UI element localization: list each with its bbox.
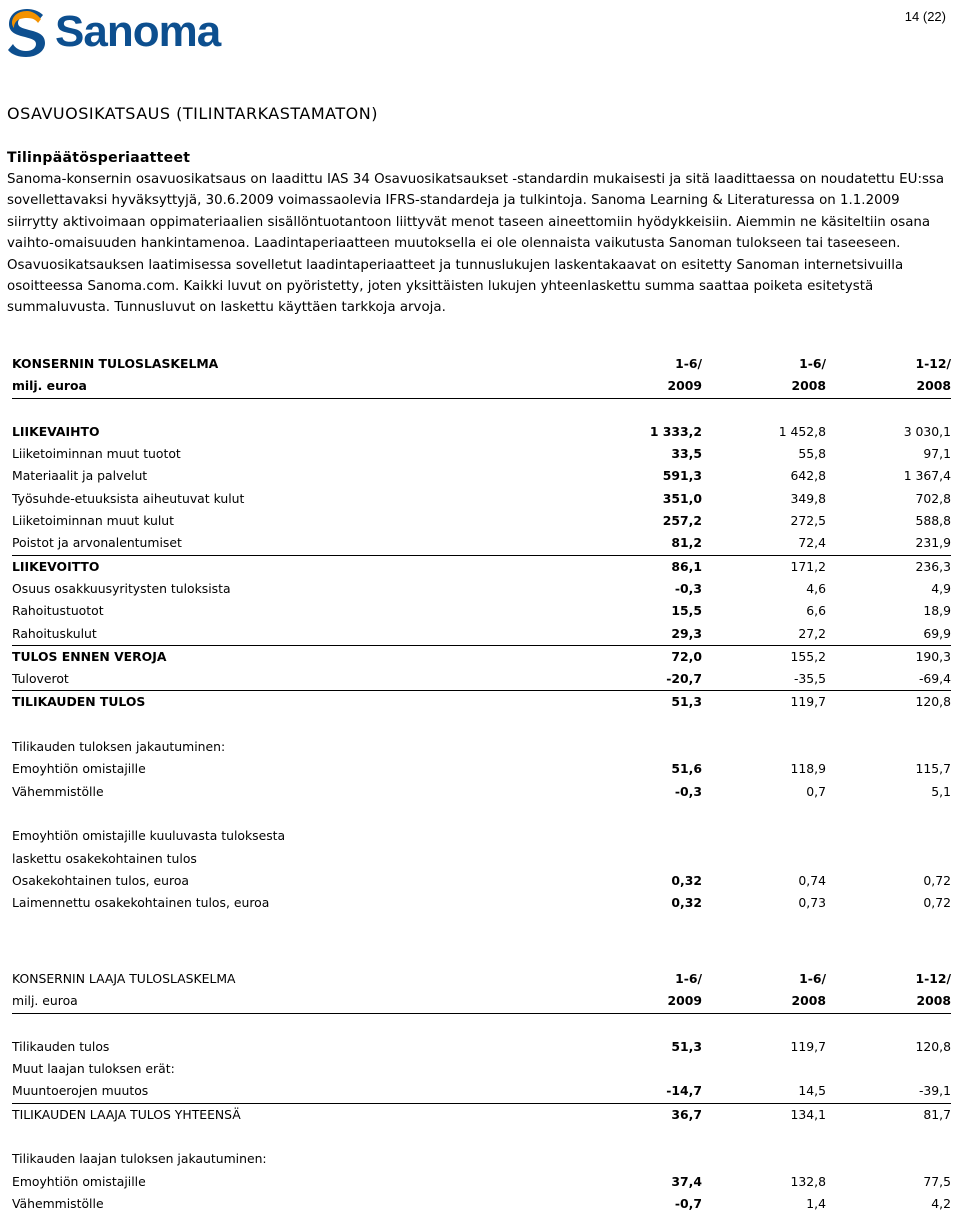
col-header-period: 1-6/ [799, 971, 826, 986]
row-label: Vähemmistölle [12, 783, 104, 799]
cell-value: 18,9 [923, 603, 951, 619]
company-logo [5, 4, 220, 60]
cell-value: 14,5 [798, 1083, 826, 1099]
cell-value: 0,73 [798, 895, 826, 911]
row-label: Tilikauden tulos [12, 1038, 110, 1054]
cell-value: 190,3 [915, 648, 951, 664]
row-label: Materiaalit ja palvelut [12, 468, 148, 484]
col-header-year: 2009 [667, 993, 702, 1009]
col-header-year: 2008 [916, 378, 951, 394]
cell-value: 27,2 [798, 625, 826, 641]
cell-value: 231,9 [915, 535, 951, 551]
cell-value: 0,74 [798, 872, 826, 888]
row-label: Emoyhtiön omistajille [12, 1173, 146, 1189]
cell-value: 0,72 [923, 895, 951, 911]
cell-value: 51,3 [671, 1038, 702, 1054]
cell-value: 81,2 [671, 535, 702, 551]
table-row [12, 668, 951, 690]
cell-value: 119,7 [790, 1038, 826, 1054]
cell-value: 236,3 [915, 558, 951, 574]
table-row [12, 870, 951, 892]
table-row [12, 781, 951, 803]
table-row [12, 892, 951, 914]
table-row [12, 488, 951, 510]
comprehensive-income-table [12, 968, 951, 1215]
table-row [12, 690, 951, 713]
table-title: KONSERNIN TULOSLASKELMA [12, 356, 219, 371]
row-label: Tuloverot [12, 671, 69, 687]
table-row [12, 1058, 951, 1080]
cell-value: 4,9 [931, 580, 951, 596]
table-row [12, 1036, 951, 1058]
page-number: 14 (22) [904, 9, 946, 24]
table-row [12, 1171, 951, 1193]
cell-value: 33,5 [671, 446, 702, 462]
cell-value: 702,8 [915, 490, 951, 506]
row-label: Tilikauden tuloksen jakautuminen: [12, 739, 226, 755]
page-title: OSAVUOSIKATSAUS (TILINTARKASTAMATON) [7, 104, 378, 123]
row-label: TILIKAUDEN TULOS [12, 694, 146, 710]
cell-value: 29,3 [671, 625, 702, 641]
col-header-year: 2008 [791, 993, 826, 1009]
table-header-row [12, 990, 951, 1013]
spacer-row [12, 714, 951, 736]
cell-value: 3 030,1 [903, 423, 951, 439]
cell-value: 591,3 [662, 468, 702, 484]
cell-value: 55,8 [798, 446, 826, 462]
cell-value: -0,3 [674, 783, 702, 799]
logo-text: Sanoma [55, 7, 221, 56]
row-label: Poistot ja arvonalentumiset [12, 535, 182, 551]
table-unit: milj. euroa [12, 993, 78, 1009]
cell-value: -20,7 [666, 671, 702, 687]
row-label: laskettu osakekohtainen tulos [12, 850, 197, 866]
cell-value: 15,5 [671, 603, 702, 619]
cell-value: 69,9 [923, 625, 951, 641]
spacer-row [12, 803, 951, 825]
cell-value: 349,8 [790, 490, 826, 506]
cell-value: 1,4 [806, 1195, 826, 1211]
cell-value: 351,0 [662, 490, 702, 506]
row-label: Muut laajan tuloksen erät: [12, 1061, 175, 1077]
cell-value: 120,8 [915, 1038, 951, 1054]
col-header-year: 2008 [791, 378, 826, 394]
table-header-row [12, 375, 951, 398]
row-label: Rahoitustuotot [12, 603, 104, 619]
sanoma-logo-icon [5, 7, 49, 57]
cell-value: 6,6 [806, 603, 826, 619]
spacer-row [12, 399, 951, 421]
table-row [12, 1103, 951, 1126]
cell-value: 86,1 [671, 558, 702, 574]
table-row [12, 736, 951, 758]
cell-value: -0,7 [674, 1195, 702, 1211]
cell-value: 155,2 [790, 648, 826, 664]
cell-value: -14,7 [666, 1083, 702, 1099]
cell-value: 72,4 [798, 535, 826, 551]
cell-value: 5,1 [931, 783, 951, 799]
table-row [12, 825, 951, 847]
cell-value: 0,7 [806, 783, 826, 799]
cell-value: 588,8 [915, 513, 951, 529]
cell-value: 36,7 [671, 1106, 702, 1122]
table-row [12, 465, 951, 487]
cell-value: 4,2 [931, 1195, 951, 1211]
cell-value: 272,5 [790, 513, 826, 529]
cell-value: 642,8 [790, 468, 826, 484]
row-label: Emoyhtiön omistajille [12, 761, 146, 777]
col-header-period: 1-12/ [915, 356, 951, 371]
row-label: TILIKAUDEN LAAJA TULOS YHTEENSÄ [12, 1106, 241, 1122]
table-unit: milj. euroa [12, 378, 87, 394]
row-label: Vähemmistölle [12, 1195, 104, 1211]
row-label: Emoyhtiön omistajille kuuluvasta tuloksesta [12, 828, 286, 844]
table-header-row [12, 968, 951, 990]
table-row [12, 555, 951, 578]
col-header-period: 1-6/ [675, 356, 702, 371]
cell-value: 81,7 [923, 1106, 951, 1122]
spacer-row [12, 1126, 951, 1148]
cell-value: -69,4 [918, 671, 951, 687]
table-row [12, 532, 951, 554]
row-label: Osuus osakkuusyritysten tuloksista [12, 580, 231, 596]
policies-text: Sanoma-konsernin osavuosikatsaus on laadittu IAS 34 Osavuosikatsaukset -standardin mukaisesti ja sitä laadittaessa on noudatettu EU:ssa sovellettavaksi hyväksyttyjä, 30.6.2009 voimassaolevia IFRS-standardeja ja tulkintoja. Sanoma Learning & Literaturessa on 1.1.2009 siirrytty aktivoimaan oppimateriaalien sisällöntuotantoon liittyvät menot taseen aineettomiin hyödykkeisiin. Aiemmin ne käsiteltiin osana vaihto-omaisuuden hankintamenoa. Laadintaperiaatteen muutoksella ei ole olennaista vaikutusta Sanoman tulokseen tai taseeseen. Osavuosikatsauksen laatimisessa sovelletut laadintaperiaatteet ja tunnuslukujen laskentakaavat on esitetty Sanoman internetsivuilla osoitteessa Sanoma.com. Kaikki luvut on pyöristetty, joten yksittäisten lukujen yhteenlaskettu summa saattaa poiketa esitetystä summaluvusta. Tunnusluvut on laskettu käyttäen tarkkoja arvoja. [7, 172, 945, 316]
col-header-year: 2008 [916, 993, 951, 1009]
row-label: Rahoituskulut [12, 625, 97, 641]
cell-value: 118,9 [790, 761, 826, 777]
table-row [12, 758, 951, 780]
row-label: Laimennettu osakekohtainen tulos, euroa [12, 895, 270, 911]
cell-value: 132,8 [790, 1173, 826, 1189]
table-row [12, 645, 951, 668]
cell-value: 119,7 [790, 694, 826, 710]
table-header-row [12, 353, 951, 375]
cell-value: 115,7 [915, 761, 951, 777]
cell-value: 1 367,4 [903, 468, 951, 484]
table-row [12, 443, 951, 465]
table-row [12, 510, 951, 532]
table-row [12, 421, 951, 443]
cell-value: 171,2 [790, 558, 826, 574]
cell-value: 97,1 [923, 446, 951, 462]
cell-value: -39,1 [918, 1083, 951, 1099]
table-row [12, 623, 951, 645]
row-label: Muuntoerojen muutos [12, 1083, 149, 1099]
cell-value: 134,1 [790, 1106, 826, 1122]
col-header-period: 1-6/ [675, 971, 702, 986]
cell-value: -0,3 [674, 580, 702, 596]
table-row [12, 578, 951, 600]
cell-value: 37,4 [671, 1173, 702, 1189]
cell-value: 0,72 [923, 872, 951, 888]
table-row [12, 1148, 951, 1170]
cell-value: 51,6 [671, 761, 702, 777]
row-label: Osakekohtainen tulos, euroa [12, 872, 190, 888]
table-title: KONSERNIN LAAJA TULOSLASKELMA [12, 971, 236, 986]
cell-value: 0,32 [671, 872, 702, 888]
row-label: Liiketoiminnan muut tuotot [12, 446, 181, 462]
row-label: Liiketoiminnan muut kulut [12, 513, 175, 529]
table-row [12, 1080, 951, 1102]
policies-heading: Tilinpäätösperiaatteet [7, 150, 191, 166]
table-row [12, 600, 951, 622]
row-label: Tilikauden laajan tuloksen jakautuminen: [12, 1151, 267, 1167]
row-label: LIIKEVOITTO [12, 558, 100, 574]
spacer-row [12, 1014, 951, 1036]
col-header-period: 1-12/ [915, 971, 951, 986]
income-statement-table [12, 353, 951, 914]
table-row [12, 848, 951, 870]
col-header-year: 2009 [667, 378, 702, 394]
cell-value: -35,5 [793, 671, 826, 687]
cell-value: 0,32 [671, 895, 702, 911]
cell-value: 4,6 [806, 580, 826, 596]
cell-value: 120,8 [915, 694, 951, 710]
row-label: TULOS ENNEN VEROJA [12, 648, 167, 664]
cell-value: 257,2 [662, 513, 702, 529]
cell-value: 1 333,2 [649, 423, 702, 439]
table-row [12, 1193, 951, 1215]
col-header-period: 1-6/ [799, 356, 826, 371]
row-label: LIIKEVAIHTO [12, 423, 100, 439]
cell-value: 51,3 [671, 694, 702, 710]
row-label: Työsuhde-etuuksista aiheutuvat kulut [12, 490, 245, 506]
cell-value: 1 452,8 [778, 423, 826, 439]
cell-value: 77,5 [923, 1173, 951, 1189]
cell-value: 72,0 [671, 648, 702, 664]
